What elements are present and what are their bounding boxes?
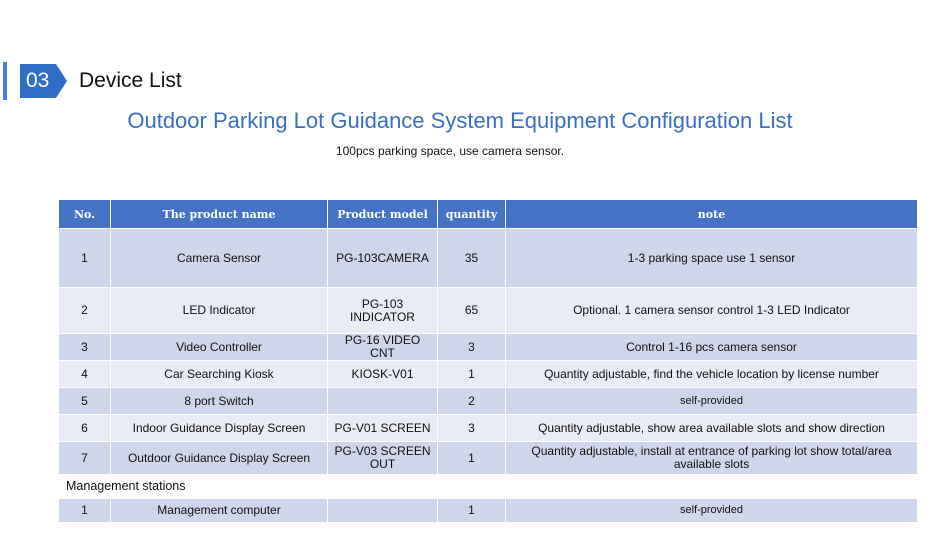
- cell-model: KIOSK-V01: [328, 361, 438, 388]
- cell-name: 8 port Switch: [111, 388, 328, 415]
- cell-model: PG-V01 SCREEN: [328, 415, 438, 442]
- cell-note: Quantity adjustable, show area available slots and show direction: [506, 415, 918, 442]
- cell-name: LED Indicator: [111, 288, 328, 334]
- table-row: [59, 442, 918, 475]
- cell-no: 5: [59, 388, 111, 415]
- section-header: [0, 62, 300, 100]
- cell-qty: 35: [438, 229, 506, 288]
- device-table: [58, 199, 918, 523]
- section-number: 03: [20, 64, 56, 98]
- chevron-right-icon: [56, 64, 67, 98]
- cell-no: 7: [59, 442, 111, 475]
- group-label-row: [59, 475, 918, 499]
- cell-name: Video Controller: [111, 334, 328, 361]
- cell-qty: 1: [438, 499, 506, 523]
- header-quantity: quantity: [438, 200, 506, 229]
- cell-note: self-provided: [506, 499, 918, 523]
- table-row: [59, 288, 918, 334]
- header-product-name: The product name: [111, 200, 328, 229]
- table-row: [59, 415, 918, 442]
- cell-qty: 3: [438, 334, 506, 361]
- cell-note: self-provided: [506, 388, 918, 415]
- table-row: [59, 388, 918, 415]
- group-label: Management stations: [59, 475, 918, 499]
- page-title: Outdoor Parking Lot Guidance System Equipment Configuration List: [127, 108, 793, 133]
- cell-qty: 2: [438, 388, 506, 415]
- cell-name: Management computer: [111, 499, 328, 523]
- cell-no: 1: [59, 499, 111, 523]
- table-header-row: [59, 200, 918, 229]
- table-row: [59, 361, 918, 388]
- cell-no: 3: [59, 334, 111, 361]
- cell-qty: 3: [438, 415, 506, 442]
- cell-qty: 1: [438, 442, 506, 475]
- cell-name: Indoor Guidance Display Screen: [111, 415, 328, 442]
- table-row: [59, 229, 918, 288]
- section-accent-bar: [3, 62, 7, 100]
- cell-model: [328, 499, 438, 523]
- header-product-model: Product model: [328, 200, 438, 229]
- cell-note: Control 1-16 pcs camera sensor: [506, 334, 918, 361]
- header-no: No.: [59, 200, 111, 229]
- cell-qty: 1: [438, 361, 506, 388]
- cell-name: Outdoor Guidance Display Screen: [111, 442, 328, 475]
- cell-name: Camera Sensor: [111, 229, 328, 288]
- cell-qty: 65: [438, 288, 506, 334]
- cell-name: Car Searching Kiosk: [111, 361, 328, 388]
- cell-no: 4: [59, 361, 111, 388]
- cell-no: 6: [59, 415, 111, 442]
- cell-note: Quantity adjustable, find the vehicle location by license number: [506, 361, 918, 388]
- cell-model: PG-103 INDICATOR: [328, 288, 438, 334]
- cell-model: [328, 388, 438, 415]
- table-row: [59, 499, 918, 523]
- cell-note: Optional. 1 camera sensor control 1-3 LED Indicator: [506, 288, 918, 334]
- cell-note: 1-3 parking space use 1 sensor: [506, 229, 918, 288]
- cell-no: 2: [59, 288, 111, 334]
- cell-model: PG-103CAMERA: [328, 229, 438, 288]
- table-row: [59, 334, 918, 361]
- page-subtitle: 100pcs parking space, use camera sensor.: [335, 144, 565, 158]
- cell-no: 1: [59, 229, 111, 288]
- cell-note: Quantity adjustable, install at entrance of parking lot show total/area available slots: [506, 442, 918, 475]
- cell-model: PG-V03 SCREEN OUT: [328, 442, 438, 475]
- cell-model: PG-16 VIDEO CNT: [328, 334, 438, 361]
- header-note: note: [506, 200, 918, 229]
- section-title: Device List: [79, 69, 182, 92]
